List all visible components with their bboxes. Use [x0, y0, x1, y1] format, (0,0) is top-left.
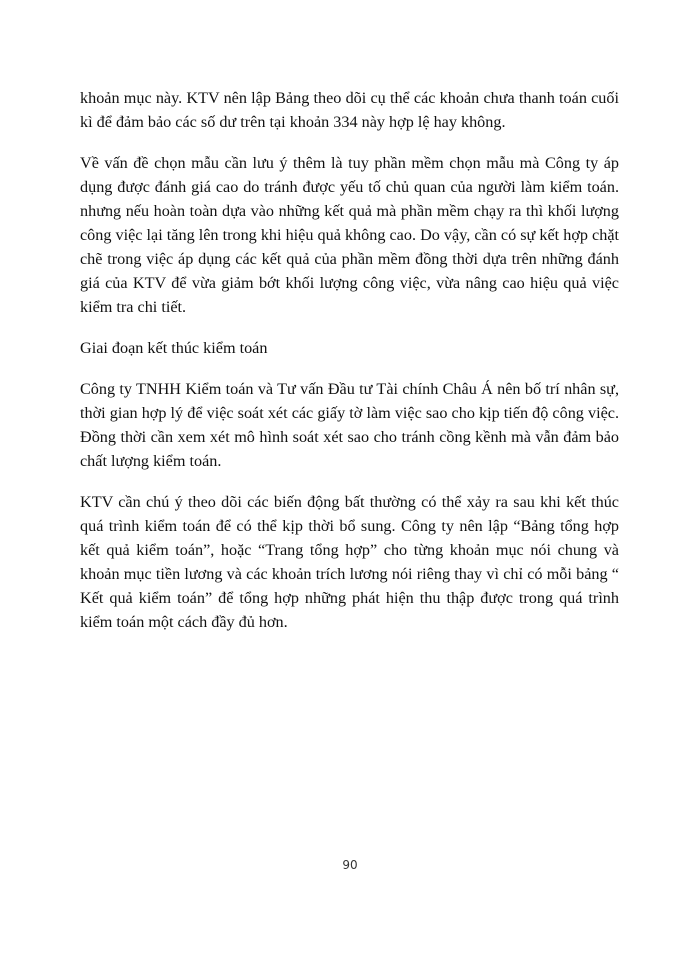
- section-heading-audit-completion: Giai đoạn kết thúc kiểm toán: [80, 339, 268, 357]
- paragraph-subsequent-events: KTV cần chú ý theo dõi các biến động bất thường có thể xảy ra sau khi kết thúc quá trình kiểm toán để có thể kịp thời bổ sung. Công ty nên lập “Bảng tổng hợp kết quả kiểm toán”, hoặc “Trang tổng hợp” cho từng khoản mục nói chung và khoản mục tiền lương và các khoản trích lương nói riêng thay vì chỉ có mỗi bảng “ Kết quả kiểm toán” để tổng hợp những phát hiện thu thập được trong quá trình kiểm toán một cách đầy đủ hơn.: [80, 493, 619, 631]
- page-number: 90: [342, 858, 358, 872]
- paragraph-account-334-tracking: khoản mục này. KTV nên lập Bảng theo dõi cụ thể các khoản chưa thanh toán cuối kì để đảm bảo các số dư trên tại khoản 334 này hợp lệ hay không.: [80, 89, 619, 131]
- paragraph-staffing-review: Công ty TNHH Kiểm toán và Tư vấn Đầu tư Tài chính Châu Á nên bố trí nhân sự, thời gian hợp lý để việc soát xét các giấy tờ làm việc sao cho kịp tiến độ công việc. Đồng thời cần xem xét mô hình soát xét sao cho tránh cồng kềnh mà vẫn đảm bảo chất lượng kiểm toán.: [80, 380, 619, 470]
- page-body: [80, 86, 619, 651]
- paragraph-sampling-software: Về vấn đề chọn mẫu cần lưu ý thêm là tuy phần mềm chọn mẫu mà Công ty áp dụng được đánh giá cao do tránh được yếu tố chủ quan của người làm kiểm toán. nhưng nếu hoàn toàn dựa vào những kết quả mà phần mềm chạy ra thì khối lượng công việc lại tăng lên trong khi hiệu quả không cao. Do vậy, cần có sự kết hợp chặt chẽ trong việc áp dụng các kết quả của phần mềm đồng thời dựa trên những đánh giá của KTV để vừa giảm bớt khối lượng công việc, vừa nâng cao hiệu quả việc kiểm tra chi tiết.: [80, 154, 619, 316]
